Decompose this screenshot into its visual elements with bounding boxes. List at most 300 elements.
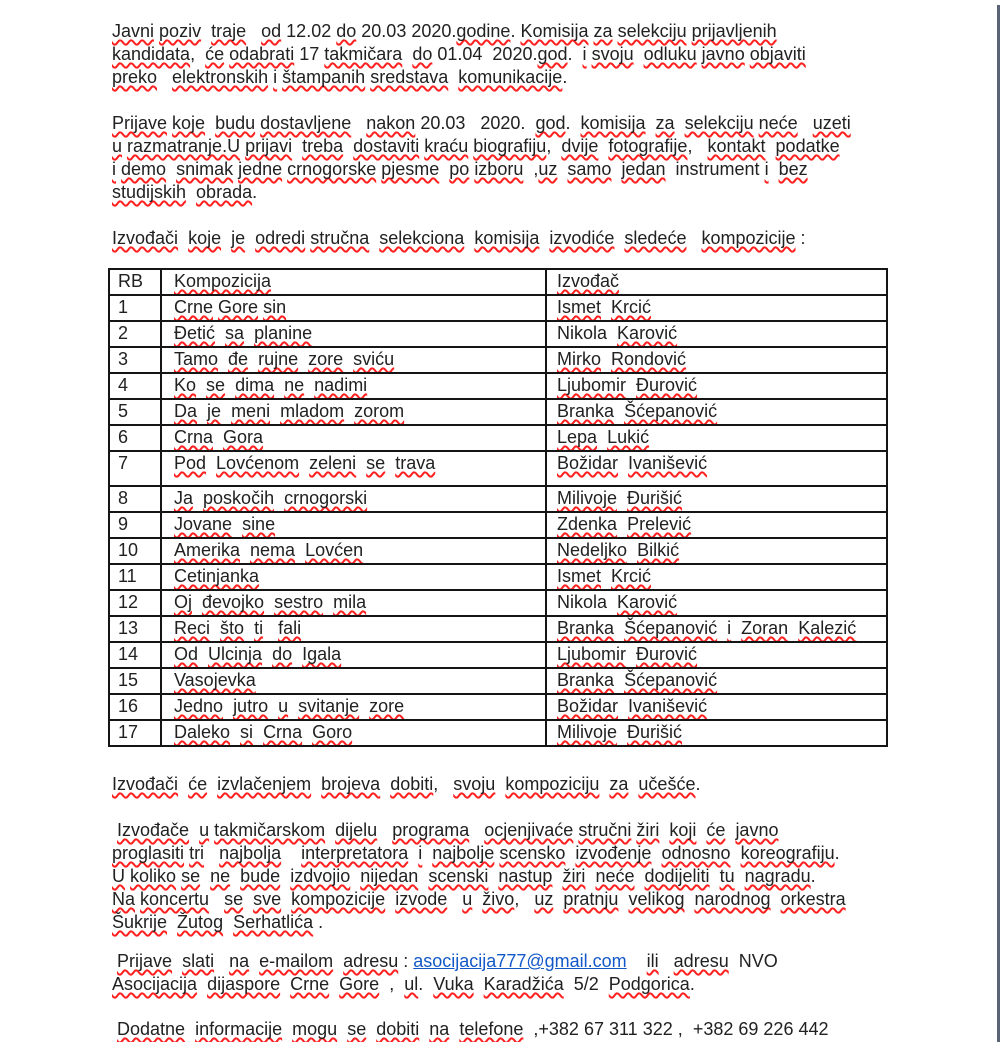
row-number: 17 [109,720,161,746]
table-row [109,694,887,720]
performer-cell: Nikola Karović [546,321,887,347]
misspelled-word: ne [210,866,231,886]
misspelled-word: crnogorske [287,159,377,179]
misspelled-word: traje [211,21,247,41]
misspelled-word: crnogorski [284,488,368,508]
misspelled-word: za [593,21,613,41]
misspelled-word: dijaspore [207,974,281,994]
misspelled-word: scenski [428,866,489,886]
misspelled-word: prijavljenih [691,21,777,41]
row-number: 1 [109,295,161,321]
table-row [109,347,887,373]
misspelled-word: Na [112,889,136,909]
misspelled-word: Igala [302,644,342,664]
misspelled-word: učešće [638,774,696,794]
misspelled-word: rujne [258,349,299,369]
misspelled-word: proglasiti [112,843,185,863]
row-number: 8 [109,486,161,512]
misspelled-word: na [229,951,250,971]
misspelled-word: odluku [643,44,697,64]
misspelled-word: komunikacije [458,67,563,87]
misspelled-word: uz [534,889,554,909]
misspelled-word: svoju [453,774,496,794]
misspelled-word: Izvođači [112,774,179,794]
misspelled-word: u [112,136,123,156]
composition-cell [161,399,546,425]
misspelled-word: Kalezić [798,618,857,638]
misspelled-word: najbolje [432,843,495,863]
misspelled-word: koliko [130,866,177,886]
misspelled-word: Ja [174,488,194,508]
misspelled-word: po [449,159,470,179]
misspelled-word: nadimi [314,375,368,395]
misspelled-word: Podgorica [608,974,690,994]
performer-cell [546,668,887,694]
performer-cell [546,694,887,720]
row-number: 7 [109,451,161,486]
misspelled-word: programa [392,820,470,840]
misspelled-word: velikog [628,889,685,909]
column-header-rb: RB [109,269,161,295]
misspelled-word: Šćepanović [624,670,718,690]
misspelled-word: Ivanišević [628,696,708,716]
misspelled-word: što [220,618,245,638]
misspelled-word: kandidata [112,44,191,64]
misspelled-word: izvođenje [575,843,652,863]
misspelled-word: i [727,618,732,638]
misspelled-word: u [278,696,289,716]
misspelled-word: Jedno [174,696,224,716]
misspelled-word: Branka [557,401,615,421]
misspelled-word: informacije [195,1019,283,1039]
misspelled-word: fotografije [608,136,688,156]
misspelled-word: žiri [562,866,586,886]
misspelled-word: Od [174,644,199,664]
table-row [109,616,887,642]
table-row [109,373,887,399]
misspelled-word: Karadžića [483,974,564,994]
misspelled-word: Crne [290,974,330,994]
misspelled-word: Prijave [112,113,168,133]
misspelled-word: kompozicije [701,228,796,248]
misspelled-word: Đurović [636,644,698,664]
misspelled-word: selekciju [617,21,687,41]
misspelled-word: jedan [621,159,666,179]
composition-cell [161,694,546,720]
misspelled-word: slati [182,951,215,971]
misspelled-word: Branka [557,670,615,690]
misspelled-word: i [582,44,587,64]
misspelled-word: U [112,866,125,886]
misspelled-word: studijskih [112,182,187,202]
misspelled-word: u [199,820,210,840]
misspelled-word: izvodiće [549,228,615,248]
misspelled-word: odnosno [661,843,731,863]
misspelled-word: Šćepanović [624,401,718,421]
row-number: 4 [109,373,161,399]
misspelled-word: kraću [424,136,469,156]
misspelled-word: Lepa [557,427,598,447]
composition-cell [161,486,546,512]
misspelled-word: se [206,375,226,395]
misspelled-word: pjesme [381,159,440,179]
table-header-row [109,269,887,295]
misspelled-word: Tamo [174,349,219,369]
misspelled-word: Đurišić [627,722,683,742]
misspelled-word: dobiti [390,774,434,794]
paragraph-phones: Dodatne informacije mogu se dobiti na telefone ,+382 67 311 322 , +382 69 226 442 [117,1019,829,1039]
performer-cell [546,720,887,746]
performer-cell [546,616,887,642]
misspelled-word: zore [308,349,344,369]
misspelled-word: zeleni [309,453,357,473]
composition-cell [161,642,546,668]
table-row [109,321,887,347]
paragraph-call-dates: Javni poziv traje od 12.02 do 20.03 2020.godine. Komisija za selekciju prijavljenih kandidata, će odabrati 17 takmičara do 01.04 2020.god. i svoju odluku javno objaviti preko elektronskih i štampanih sredstava komunikacije. [112,21,806,87]
row-number: 10 [109,538,161,564]
row-number: 3 [109,347,161,373]
misspelled-word: takmičarskom [214,820,326,840]
misspelled-word: mila [333,592,367,612]
misspelled-word: Božidar [557,696,619,716]
misspelled-word: Serhatlića [233,912,314,932]
row-number: 2 [109,321,161,347]
misspelled-word: Dodatne [117,1019,186,1039]
composition-cell [161,347,546,373]
composition-cell [161,538,546,564]
misspelled-word: bude [240,866,281,886]
misspelled-word: najbolja [219,843,282,863]
performer-cell [546,512,887,538]
misspelled-word: Vasojevka [174,670,256,690]
misspelled-word: dodijeliti [644,866,710,886]
misspelled-word: e-mailom [259,951,334,971]
misspelled-word: planine [254,323,313,343]
misspelled-word: prijavi [245,136,293,156]
misspelled-word: Božidar [557,453,619,473]
misspelled-word: jedne [238,159,283,179]
misspelled-word: Zoran [741,618,789,638]
misspelled-word: izboru [474,159,524,179]
table-row [109,720,887,746]
row-number: 11 [109,564,161,590]
misspelled-word: i [273,67,278,87]
misspelled-word: dvije [561,136,599,156]
performer-cell [546,425,887,451]
misspelled-word: nijedan [360,866,419,886]
misspelled-word: snimak [176,159,234,179]
misspelled-word: se [224,889,244,909]
misspelled-word: svoju [591,44,634,64]
misspelled-word: Mirko [557,349,601,369]
misspelled-word: elektronskih [172,67,269,87]
misspelled-word: Karović [617,323,678,343]
misspelled-word: demo [121,159,167,179]
misspelled-word: sviću [353,349,395,369]
misspelled-word: obrada [196,182,253,202]
misspelled-word: uz [538,159,558,179]
table-row [109,486,887,512]
paragraph-table-intro: Izvođači koje je odredi stručna selekciona komisija izvodiće sledeće kompozicije : [112,228,806,248]
misspelled-word: izvlačenjem [217,774,312,794]
misspelled-word: ili [646,951,659,971]
misspelled-word: dostaviti [353,136,420,156]
composition-cell [161,564,546,590]
misspelled-word: Ivanišević [628,453,708,473]
misspelled-word: Rondović [611,349,687,369]
misspelled-word: Gore [339,974,380,994]
misspelled-word: koje [172,113,206,133]
composition-cell [161,720,546,746]
performer-cell [546,451,887,486]
misspelled-word: Bilkić [637,540,680,560]
misspelled-word: jutro [233,696,269,716]
misspelled-word: Da [174,401,198,421]
table-row [109,295,887,321]
table-row [109,564,887,590]
misspelled-word: Đurišić [627,488,683,508]
performer-cell [546,486,887,512]
table-row [109,425,887,451]
misspelled-word: neće [595,866,635,886]
misspelled-word: Šćepanović [624,618,718,638]
misspelled-word: komisija [580,113,646,133]
misspelled-word: koreografiju [740,843,835,863]
composition-cell [161,590,546,616]
misspelled-word: odredi [255,228,306,248]
row-number: 9 [109,512,161,538]
misspelled-word: selekciju [684,113,754,133]
composition-cell [161,321,546,347]
misspelled-word: sestro [274,592,324,612]
misspelled-word: ocjenjivaće [484,820,574,840]
misspelled-word: Cetinjanka [174,566,260,586]
performer-cell [546,564,887,590]
misspelled-word: Ulcinja [208,644,263,664]
misspelled-word: preko [112,67,158,87]
misspelled-word: sledeće [624,228,687,248]
performer-cell [546,642,887,668]
performer-cell [546,538,887,564]
misspelled-word: meni [231,401,271,421]
misspelled-word: za [655,113,675,133]
misspelled-word: poskočih [203,488,275,508]
misspelled-word: treba [302,136,344,156]
performer-cell [546,347,887,373]
misspelled-word: Nedeljko [557,540,628,560]
misspelled-word: Ismet [557,297,602,317]
table-row [109,668,887,694]
misspelled-word: dostavljene [260,113,352,133]
misspelled-word: interpretatora [301,843,409,863]
misspelled-word: ti [254,618,264,638]
misspelled-word: Gore [218,297,259,317]
misspelled-word: Prijave [117,951,173,971]
email-link[interactable]: asocijacija777@gmail.com [413,951,627,971]
misspelled-word: Zdenka [557,514,618,534]
misspelled-word: sve [253,889,282,909]
misspelled-word: pratnju [563,889,619,909]
misspelled-word: Ljubomir [557,644,627,664]
misspelled-word: Ismet [557,566,602,586]
row-number: 12 [109,590,161,616]
misspelled-word: i [764,159,769,179]
misspelled-word: adresu [343,951,399,971]
misspelled-word: ul [404,974,419,994]
misspelled-word: će [188,774,208,794]
misspelled-word: adresu [673,951,729,971]
misspelled-word: objaviti [749,44,806,64]
misspelled-word: štampanih [282,67,366,87]
table-row [109,451,887,486]
misspelled-word: Žutog [177,912,224,932]
misspelled-word: biografiju [473,136,547,156]
misspelled-word: Asocijacija [112,974,198,994]
misspelled-word: đevojko [202,592,265,612]
composition-cell [161,668,546,694]
misspelled-word: neće [758,113,798,133]
misspelled-word: koje [188,228,222,248]
misspelled-word: Izvođač [557,271,620,291]
misspelled-word: Amerika [174,540,241,560]
document-page [112,0,980,1041]
misspelled-word: ne [284,375,305,395]
misspelled-word: Đetić [174,323,216,343]
misspelled-word: bez [778,159,808,179]
row-number: 15 [109,668,161,694]
column-header-composition [161,269,546,295]
misspelled-word: mogu [292,1019,338,1039]
misspelled-word: Krcić [611,297,652,317]
misspelled-word: Karović [617,592,678,612]
misspelled-word: Lovćen [305,540,364,560]
misspelled-word: mladom [280,401,345,421]
misspelled-word: đe [228,349,249,369]
misspelled-word: do [336,21,357,41]
misspelled-word: Milivoje [557,488,618,508]
misspelled-word: živo [482,889,515,909]
misspelled-word: Pod [174,453,207,473]
misspelled-word: se [181,866,201,886]
misspelled-word: za [609,774,629,794]
misspelled-word: Vuka [433,974,474,994]
misspelled-word: Javni [112,21,155,41]
misspelled-word: javno [701,44,745,64]
table-row [109,512,887,538]
misspelled-word: Izvođače [117,820,190,840]
column-header-performer [546,269,887,295]
misspelled-word: sa [225,323,245,343]
row-number: 13 [109,616,161,642]
composition-cell [161,512,546,538]
paragraph-jury: Izvođače u takmičarskom dijelu programa ocjenjivaće stručni žiri koji će javno proglasiti tri najbolja interpretatora i najbolje scensko izvođenje odnosno koreografiju. U koliko se ne bude izdvojio nijedan scenski nastup žiri neće dodijeliti tu nagradu. Na koncertu se sve kompozicije izvode u živo, uz pratnju velikog narodnog orkestra Šukrije Žutog Serhatlića . [112,820,846,932]
misspelled-word: Lukić [607,427,650,447]
misspelled-word: Ljubomir [557,375,627,395]
misspelled-word: Daleko [174,722,231,742]
table-row [109,642,887,668]
table-row [109,538,887,564]
misspelled-word: do [272,644,293,664]
misspelled-word: Oj [174,592,192,612]
misspelled-word: Izvođači [112,228,179,248]
misspelled-word: scensko [499,843,566,863]
misspelled-word: Goro [312,722,353,742]
misspelled-word: tri [189,843,205,863]
misspelled-word: odabrati [229,44,295,64]
misspelled-word: Prelević [627,514,692,534]
misspelled-word: Krcić [611,566,652,586]
misspelled-word: je [207,401,222,421]
misspelled-word: je [231,228,246,248]
misspelled-word: na [429,1019,450,1039]
row-number: 16 [109,694,161,720]
misspelled-word: koji [669,820,697,840]
misspelled-word: takmičara [324,44,403,64]
misspelled-word: uzeti [812,113,851,133]
misspelled-word: će [706,820,726,840]
misspelled-word: sin [263,297,287,317]
misspelled-word: nastup [498,866,553,886]
misspelled-word: se [347,1019,367,1039]
misspelled-word: i [112,159,116,179]
misspelled-word: brojeva [321,774,381,794]
misspelled-word: do [412,44,433,64]
misspelled-word: nakon [366,113,416,133]
table-row [109,399,887,425]
misspelled-word: si [240,722,254,742]
misspelled-word: god [537,44,568,64]
misspelled-word: zorom [354,401,405,421]
misspelled-word: Komisija [520,21,589,41]
misspelled-word: koncertu [140,889,210,909]
misspelled-word: Ko [174,375,197,395]
misspelled-word: zore [369,696,405,716]
misspelled-word: Milivoje [557,722,618,742]
composition-cell [161,616,546,642]
misspelled-word: Reci [174,618,211,638]
misspelled-word: komisija [474,228,540,248]
misspelled-word: sredstava [370,67,449,87]
misspelled-word: Jovane [174,514,233,534]
misspelled-word: Crna [174,427,214,447]
compositions-table [108,268,888,747]
misspelled-word: stručni [578,820,632,840]
misspelled-word: dijelu [335,820,378,840]
misspelled-word: god [535,113,566,133]
misspelled-word: trava [395,453,436,473]
misspelled-word: nagradu [744,866,811,886]
misspelled-word: dima [235,375,275,395]
row-number: 6 [109,425,161,451]
misspelled-word: Crne [174,297,214,317]
misspelled-word: Šukrije [112,912,168,932]
misspelled-word: u [462,889,473,909]
performer-cell: Nikola Karović [546,590,887,616]
misspelled-word: se [366,453,386,473]
performer-cell [546,295,887,321]
table-body [109,295,887,746]
misspelled-word: i [418,843,423,863]
misspelled-word: će [205,44,225,64]
table-row [109,590,887,616]
misspelled-word: Crna [263,722,303,742]
paragraph-draw: Izvođači će izvlačenjem brojeva dobiti, svoju kompoziciju za učešće. [112,774,701,794]
misspelled-word: nema [250,540,296,560]
composition-cell [161,373,546,399]
misspelled-word: žiri [636,820,660,840]
misspelled-word: javno [735,820,779,840]
misspelled-word: budu [215,113,256,133]
